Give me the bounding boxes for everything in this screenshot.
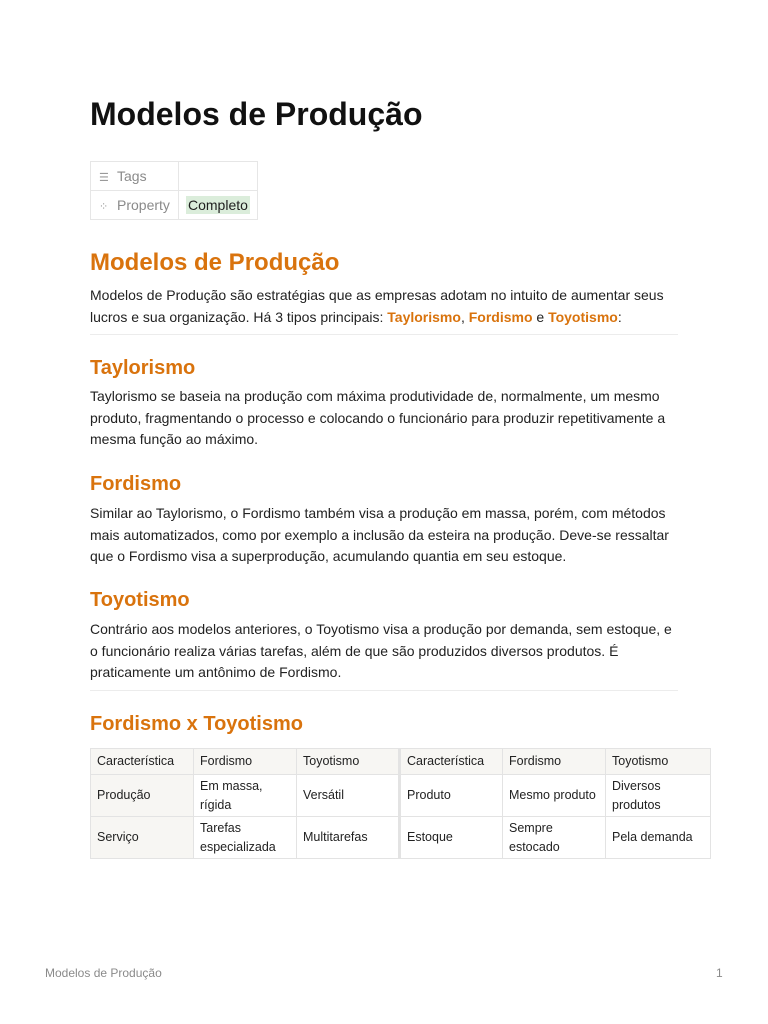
table-cell: Pela demanda — [606, 817, 711, 859]
tags-value[interactable] — [179, 162, 258, 191]
highlight-fordismo: Fordismo — [468, 308, 533, 325]
status-badge: Completo — [188, 197, 248, 213]
header-cell: Toyotismo — [606, 749, 711, 775]
highlight-taylorismo: Taylorismo — [387, 308, 461, 325]
property-row-tags: ☰ Tags — [91, 162, 258, 191]
list-icon: ☰ — [99, 172, 109, 184]
table-cell: Em massa, rígida — [194, 775, 297, 817]
page-title: Modelos de Produção — [90, 96, 423, 132]
taylorismo-paragraph: Taylorismo se baseia na produção com máxima produtividade de, normalmente, um mesmo produto, fragmentando o processo e colocando o funcionário para produzir repetitivamente a mesma função ao máximo. — [90, 388, 666, 447]
divider — [90, 690, 678, 691]
header-cell: Fordismo — [194, 749, 297, 775]
table-header-row — [91, 749, 711, 775]
table-cell: Sempre estocado — [503, 817, 606, 859]
table-cell: Multitarefas — [297, 817, 400, 859]
intro-paragraph: Modelos de Produção são estratégias que as empresas adotam no intuito de aumentar seus lucros e sua organização. Há 3 tipos principais: Taylorismo, Fordismo e Toyotismo: — [90, 287, 664, 325]
header-cell: Fordismo — [503, 749, 606, 775]
header-cell: Toyotismo — [297, 749, 400, 775]
section-heading-taylorismo: Taylorismo — [90, 357, 196, 379]
table-cell: Versátil — [297, 775, 400, 817]
footer-doc-title: Modelos de Produção — [45, 966, 162, 980]
table-row — [91, 775, 711, 817]
header-cell: Característica — [91, 749, 194, 775]
comparison-table — [90, 748, 711, 859]
table-cell: Diversos produtos — [606, 775, 711, 817]
table-cell: Estoque — [400, 817, 503, 859]
fordismo-paragraph: Similar ao Taylorismo, o Fordismo também visa a produção em massa, porém, com métodos mais automatizados, como por exemplo a inclusão da esteira na produção. Deve-se ressaltar que o Fordismo visa a superprodução, acumulando quantia em seu estoque. — [90, 505, 669, 564]
comparison-table-scroll[interactable] — [90, 748, 693, 862]
table-cell: Mesmo produto — [503, 775, 606, 817]
toyotismo-paragraph: Contrário aos modelos anteriores, o Toyotismo visa a produção por demanda, sem estoque, e o funcionário realiza várias tarefas, além de que são produzidos diversos produtos. É praticamente um antônimo de Fordismo. — [90, 621, 672, 680]
header-cell: Característica — [400, 749, 503, 775]
highlight-toyotismo: Toyotismo — [548, 308, 618, 325]
status-icon: ⁘ — [99, 201, 109, 213]
properties-table — [90, 161, 258, 220]
section-heading-modelos: Modelos de Produção — [90, 249, 340, 276]
table-cell: Produção — [91, 775, 194, 817]
table-cell: Produto — [400, 775, 503, 817]
footer-page-number: 1 — [716, 966, 723, 980]
divider — [90, 334, 678, 335]
table-cell: Tarefas especializada — [194, 817, 297, 859]
table-cell: Serviço — [91, 817, 194, 859]
section-heading-toyotismo: Toyotismo — [90, 589, 190, 611]
property-row-status: ⁘ Property Completo — [91, 191, 258, 220]
section-heading-comparison: Fordismo x Toyotismo — [90, 713, 303, 735]
table-row — [91, 817, 711, 859]
section-heading-fordismo: Fordismo — [90, 473, 182, 495]
